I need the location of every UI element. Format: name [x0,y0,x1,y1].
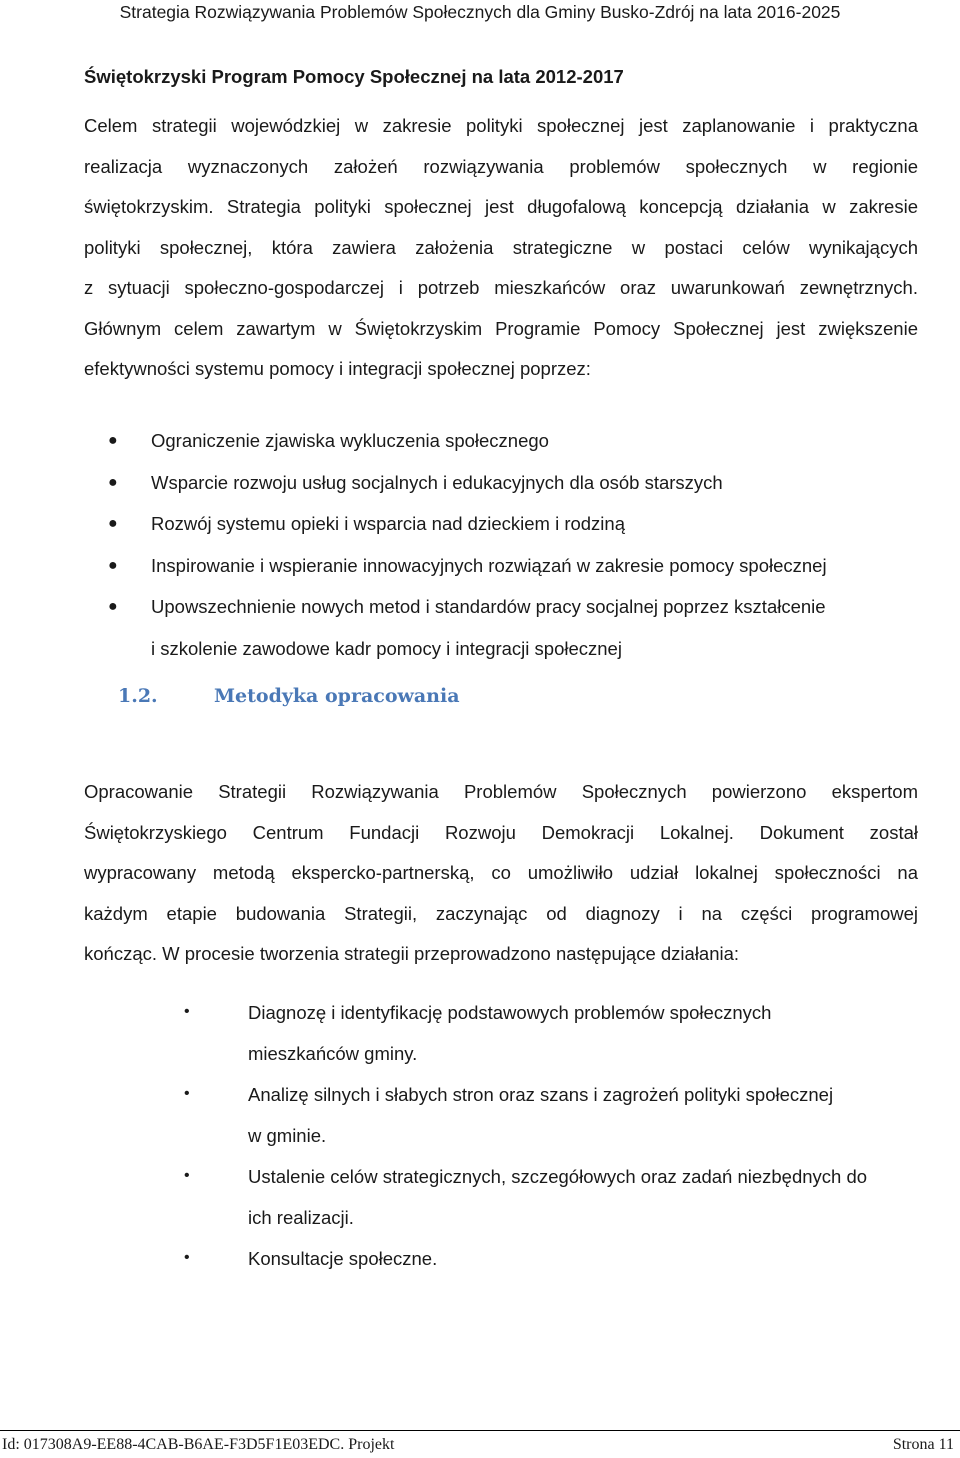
page-number: Strona 11 [892,1436,954,1453]
paragraph-line: kończąc. W procesie tworzenia strategii przeprowadzono następujące działania: [84,943,740,964]
method-paragraph [84,772,918,975]
paragraph-line: realizacja wyznaczonych założeń rozwiązywania problemów społecznych w regionie [84,155,918,177]
paragraph-line: Celem strategii wojewódzkiej w zakresie polityki społecznej jest zaplanowanie i praktyczna [84,115,918,136]
bullet-icon: ● [108,432,118,449]
list-item-text: Ograniczenie zjawiska wykluczenia społecznego [151,430,549,451]
list-item [84,992,867,1074]
list-item-text: Upowszechnienie nowych metod i standardów pracy socjalnej poprzez kształcenie [151,596,826,617]
list-item-text: Analizę silnych i słabych stron oraz szans i zagrożeń polityki społecznej [248,1084,834,1105]
bullet-icon: ● [108,473,118,491]
list-item [84,1074,867,1156]
paragraph-line: z sytuacji społeczno-gospodarczej i potrzeb mieszkańców oraz uwarunkowań zewnętrznych. [84,277,918,298]
list-item-text: Rozwój systemu opieki i wsparcia nad dzieckiem i rodziną [151,513,625,534]
list-item-text: Wsparcie rozwoju usług socjalnych i edukacyjnych dla osób starszych [151,471,723,493]
bullet-icon: • [184,1085,190,1102]
subsection-title: Metodyka opracowania [214,685,460,707]
paragraph-line: Świętokrzyskiego Centrum Fundacji Rozwoju Demokracji Lokalnej. Dokument został [84,821,918,843]
bullet-icon: ● [108,515,118,532]
bullet-icon: • [184,1167,190,1184]
list-item [84,503,827,545]
list-item-continuation: ich realizacji. [248,1207,354,1228]
paragraph-line: Głównym celem zawartym w Świętokrzyskim Programie Pomocy Społecznej jest zwiększenie [84,317,918,339]
list-item-continuation: i szkolenie zawodowe kadr pomocy i integracji społecznej [151,637,622,659]
list-item [84,462,827,504]
paragraph-line: każdym etapie budowania Strategii, zaczynając od diagnozy i na części programowej [84,902,918,924]
running-header: Strategia Rozwiązywania Problemów Społecznych dla Gminy Busko-Zdrój na lata 2016-2025 [119,2,841,22]
bullet-icon: ● [108,556,118,574]
intro-paragraph [84,106,918,390]
paragraph-line: Opracowanie Strategii Rozwiązywania Problemów Społecznych powierzono ekspertom [84,781,918,802]
list-item [84,586,827,669]
paragraph-line: wypracowany metodą ekspercko-partnerską, co umożliwiło udział lokalnej społeczności na [84,862,918,883]
paragraph-line: efektywności systemu pomocy i integracji społecznej poprzez: [84,358,591,379]
paragraph-line: polityki społecznej, która zawiera założenia strategiczne w postaci celów wynikających [84,236,918,258]
goals-list [84,420,827,669]
list-item-continuation: w gminie. [248,1125,327,1146]
bullet-icon: • [184,1249,190,1266]
list-item [84,420,827,462]
list-item-text: Diagnozę i identyfikację podstawowych problemów społecznych [248,1002,772,1023]
list-item-text: Konsultacje społeczne. [248,1248,438,1269]
document-id: Id: 017308A9-EE88-4CAB-B6AE-F3D5F1E03EDC. Projekt [2,1436,395,1453]
footer-divider [0,1430,960,1431]
paragraph-line: świętokrzyskim. Strategia polityki społecznej jest długofalową koncepcją działania w zakresie [84,196,918,217]
section-title: Świętokrzyski Program Pomocy Społecznej na lata 2012-2017 [84,66,624,87]
list-item-continuation: mieszkańców gminy. [248,1043,418,1064]
bullet-icon: ● [108,598,118,615]
list-item [84,1156,867,1238]
list-item [84,545,827,587]
subsection-heading [118,685,460,707]
list-item-text: Inspirowanie i wspieranie innowacyjnych rozwiązań w zakresie pomocy społecznej [151,554,827,576]
subsection-number: 1.2. [118,685,158,707]
list-item-text: Ustalenie celów strategicznych, szczegółowych oraz zadań niezbędnych do [248,1166,868,1187]
list-item [84,1238,867,1279]
actions-list [84,992,867,1279]
bullet-icon: • [184,1003,190,1020]
